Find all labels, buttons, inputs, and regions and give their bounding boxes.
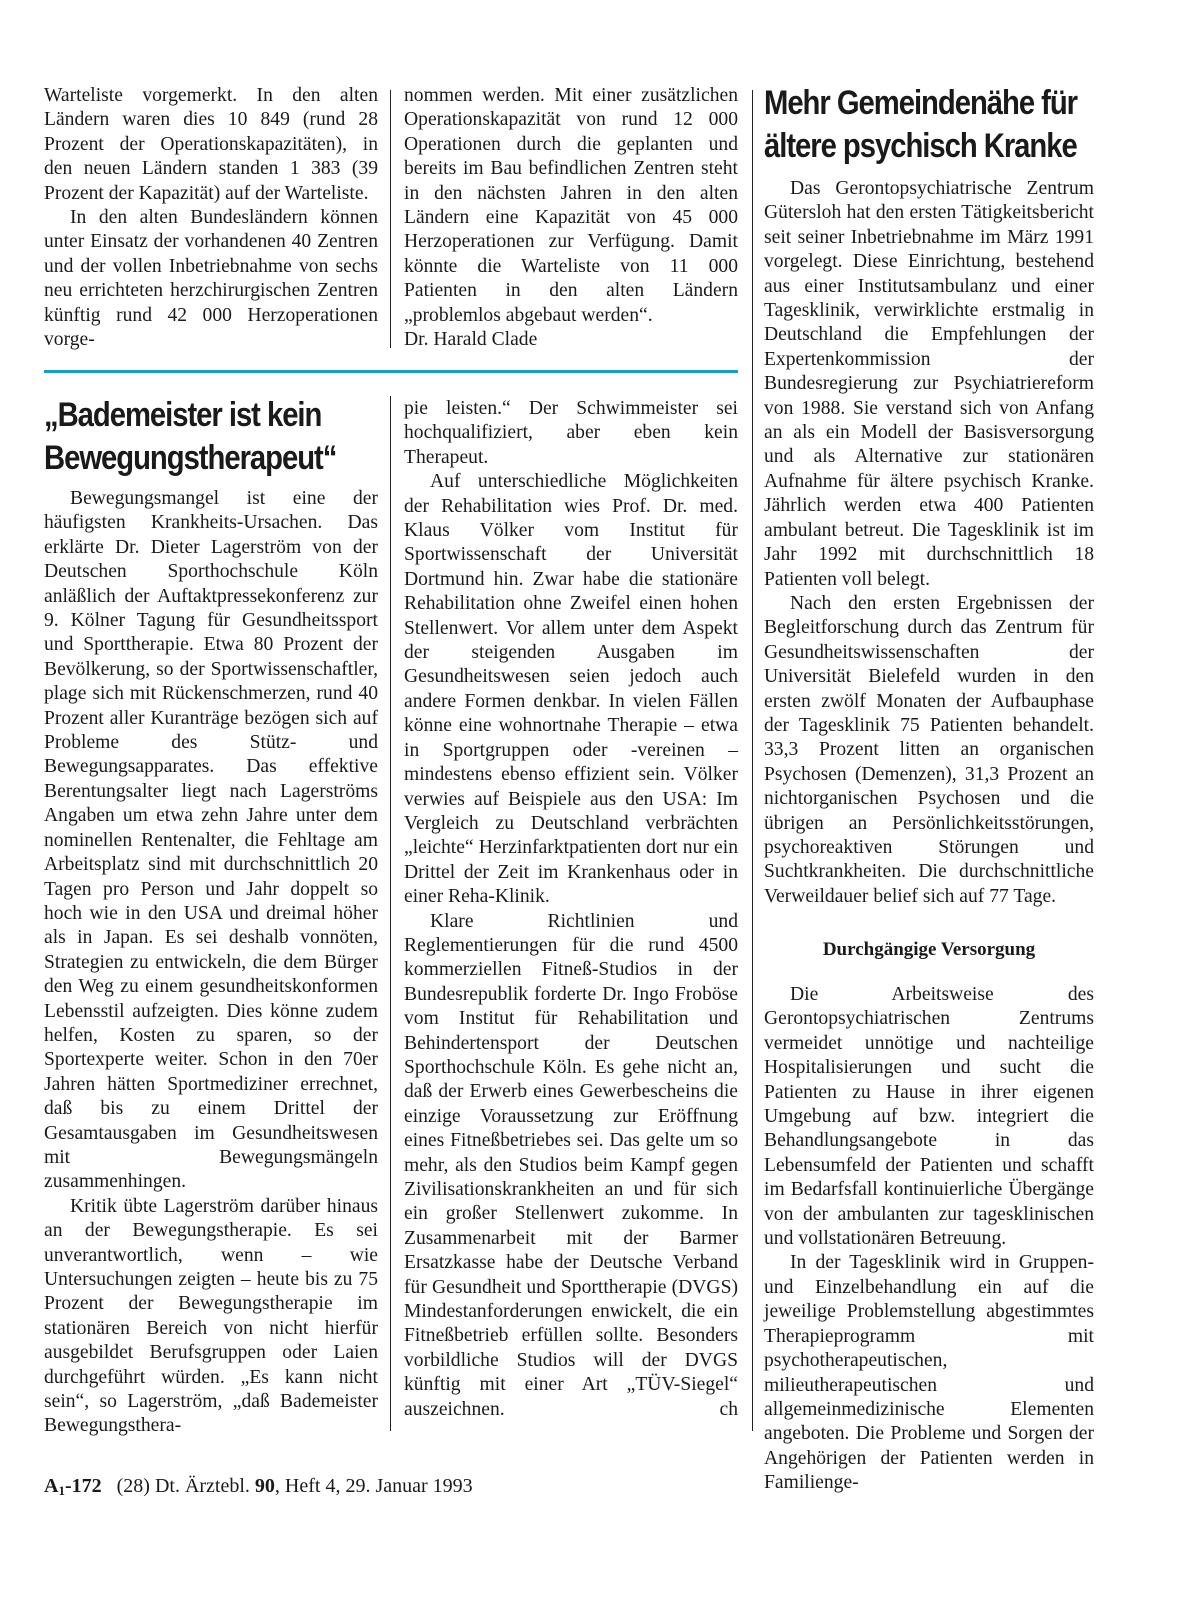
column-rule [390, 90, 391, 348]
headline-line: Mehr Gemeindenähe für [764, 84, 1078, 122]
paragraph: Das Gerontopsychiatrische Zentrum Gütersloh hat den ersten Tätigkeitsbericht seit seiner Inbetriebnahme im März 1991 vorgelegt. Diese Einrichtung, bestehend aus einer Institutsambulanz und einer Tagesklinik, verwirklichte erstmalig in Deutschland die Empfehlungen der Expertenkommission der Bundesregierung zur Psychiatriereform von 1988. Sie verstand sich von Anfang an als ein Modell der Basisversorgung und als Alternative zur stationären Aufnahme für ältere psychisch Kranke. Jährlich werden etwa 400 Patienten ambulant betreut. Die Tagesklinik ist im Jahr 1992 mit durchschnittlich 18 Patienten voll belegt. [764, 178, 1094, 590]
top-article-col1 [44, 84, 378, 352]
headline-line: ältere psychisch Kranke [764, 127, 1077, 165]
paragraph: Klare Richtlinien und Reglementierungen für die rund 4500 kommerziellen Fitneß-Studios in der Bundesrepublik forderte Dr. Ingo Froböse vom Institut für Rehabilitation und Behindertensport der Deutschen Sporthochschule Köln. Es gehe nicht an, daß der Erwerb eines Gewerbescheins die einzige Voraussetzung zur Eröffnung eines Fitneßbetriebes sei. Das gelte um so mehr, als den Studios beim Kampf gegen Zivilisationskrankheiten an und für sich ein großer Stellenwert zukomme. In Zusammenarbeit mit der Barmer Ersatzkasse habe der Deutsche Verband für Gesundheit und Sporttherapie (DVGS) Mindestanforderungen enwickelt, die ein Fitneßbetrieb erfüllen sollte. Besonders vorbildliche Studios will der DVGS künftig mit einer Art „TÜV-Siegel“ auszeichnen. [404, 910, 738, 1420]
page-footer [44, 1474, 473, 1503]
top-article-col2 [404, 84, 738, 352]
headline-line: Bewegungstherapeut“ [44, 439, 337, 477]
gemeinde-col-cont [764, 983, 1094, 1496]
paragraph: In den alten Bundesländern können unter Einsatz der vorhandenen 40 Zentren und der vollen Inbetriebnahme von sechs neu errichteten herzchirurgischen Zentren künftig rund 42 000 Herzoperationen vorge- [44, 207, 378, 351]
paragraph: Warteliste vorgemerkt. In den alten Ländern waren dies 10 849 (rund 28 Prozent der Operationskapazitäten), in den neuen Ländern standen 1 383 (39 Prozent der Kapazität) auf der Warteliste. [44, 85, 378, 204]
bademeister-col1 [44, 487, 378, 1439]
author-signature: ch [719, 1398, 738, 1420]
bademeister-headline [44, 394, 378, 480]
issue-info: (28) Dt. Ärztebl. [116, 1475, 250, 1497]
paragraph: Bewegungsmangel ist eine der häufigsten Krankheits-Ursachen. Das erklärte Dr. Dieter Lagerström von der Deutschen Sporthochschule Köln anläßlich der Auftaktpressekonferenz zur 9. Kölner Tagung für Gesundheitssport und Sporttherapie. Etwa 80 Prozent der Bevölkerung, so der Sportwissenschaftler, plage sich mit Rückenschmerzen, rund 40 Prozent aller Kuranträge bezögen sich auf Probleme des Stütz- und Bewegungsapparates. Das effektive Berentungsalter liegt nach Lagerströms Angaben um etwa zehn Jahre unter dem nominellen Rentenalter, die Fehltage am Arbeitsplatz sind mit durchschnittlich 20 Tagen pro Person und Jahr doppelt so hoch wie in den USA und dreimal höher als in Japan. Es sei deshalb vonnöten, Strategien zu entwickeln, die dem Bürger den Weg zu einem gesundheitskonformen Lebensstil aufzeigten. Dies könne zudem helfen, Kosten zu sparen, so der Sportexperte weiter. Schon in den 70er Jahren hätten Sportmediziner errechnet, daß bis zu einem Drittel der Gesamtausgaben im Gesundheitswesen mit Bewegungsmängeln zusammenhingen. [44, 488, 378, 1193]
paragraph: In der Tagesklinik wird in Gruppen- und Einzelbehandlung ein auf die jeweilige Problemstellung abgestimmtes Therapieprogramm mit psychotherapeutischen, milieutherapeutischen und allgemeinmedizinische Elementen angeboten. Die Probleme und Sorgen der Angehörigen der Patienten werden in Familienge- [764, 1252, 1094, 1494]
paragraph: Die Arbeitsweise des Gerontopsychiatrischen Zentrums vermeidet unnötige und nachteilige Hospitalisierungen und sucht die Patienten zu Hause in ihrer eigenen Umgebung auf bzw. integriert die Behandlungsangebote in das Lebensumfeld der Patienten und schafft im Bedarfsfall kontinuierliche Übergänge von der ambulanten zur tagesklinischen und vollstationären Betreuung. [764, 984, 1094, 1250]
section-divider [44, 370, 738, 373]
issue-date: , Heft 4, 29. Januar 1993 [274, 1475, 473, 1497]
page-number: $A_1-172$ [44, 1475, 102, 1498]
bademeister-col2 [404, 397, 738, 1422]
author-line: Dr. Harald Clade [404, 329, 538, 351]
paragraph: nommen werden. Mit einer zusätzlichen Operationskapazität von rund 12 000 Operationen durch die geplanten und bereits im Bau befindlichen Zentren steht in den nächsten Jahren in den alten Ländern eine Kapazität von 45 000 Herzoperationen zur Verfügung. Damit könnte die Warteliste von 11 000 Patienten in den alten Ländern „problemlos abgebaut werden“. [404, 85, 738, 326]
subhead: Durchgängige Versorgung [822, 939, 1036, 960]
column-rule [752, 90, 753, 1431]
paragraph: Auf unterschiedliche Möglichkeiten der Rehabilitation wies Prof. Dr. med. Klaus Völker vom Institut für Sportwissenschaft der Universität Dortmund hin. Zwar habe die stationäre Rehabilitation ohne Zweifel einen hohen Stellenwert. Vor allem unter dem Aspekt der steigenden Ausgaben im Gesundheitswesen seien jedoch auch andere Formen denkbar. In vielen Fällen könne eine wohnortnahe Therapie – etwa in Sportgruppen oder -vereinen – mindestens ebenso effizient sein. Völker verwies auf Beispiele aus den USA: Im Vergleich zu Deutschland verbrächten „leichte“ Herzinfarktpatienten dort nur ein Drittel der Zeit im Krankenhaus oder in einer Reha-Klinik. [404, 471, 738, 908]
gemeinde-col [764, 177, 1094, 909]
column-rule [390, 396, 391, 1431]
paragraph: Kritik übte Lagerström darüber hinaus an der Bewegungstherapie. Es sei unverantwortlich, wenn – wie Untersuchungen zeigten – heute bis zu 75 Prozent der Bewegungstherapie im stationären Bereich von nicht hierfür ausgebildet Berufsgruppen oder Laien durchgeführt würden. „Es kann nicht sein“, so Lagerström, „daß Bademeister Bewegungsthera- [44, 1195, 378, 1437]
paragraph: Nach den ersten Ergebnissen der Begleitforschung durch das Zentrum für Gesundheitswissenschaften der Universität Bielefeld wurden in den ersten zwölf Monaten der Aufbauphase der Tagesklinik 75 Patienten behandelt. 33,3 Prozent litten an organischen Psychosen (Demenzen), 31,3 Prozent an nichtorganischen Psychosen und die übrigen an Persönlichkeitsstörungen, psychoreaktiven Störungen und Suchtkrankheiten. Die durchschnittliche Verweildauer belief sich auf 77 Tage. [764, 592, 1094, 907]
volume-number: 90 [254, 1475, 275, 1497]
paragraph: pie leisten.“ Der Schwimmeister sei hochqualifiziert, aber eben kein Therapeut. [404, 398, 738, 468]
gemeinde-headline [764, 82, 1124, 168]
headline-line: „Bademeister ist kein [44, 396, 322, 434]
gemeinde-subhead [764, 938, 1094, 962]
